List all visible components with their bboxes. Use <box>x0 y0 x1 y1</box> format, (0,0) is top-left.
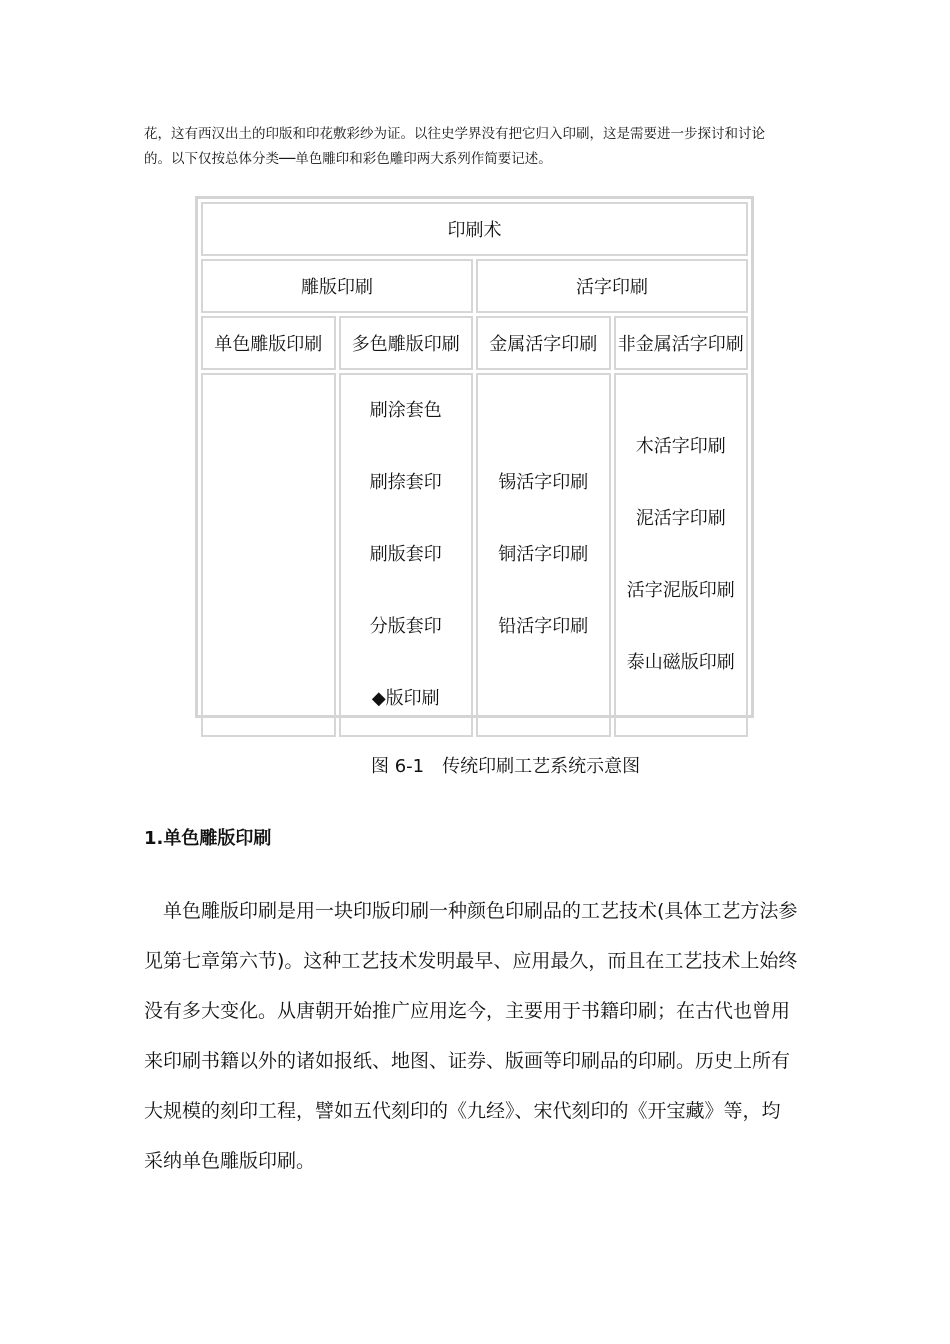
body-line: 大规模的刻印工程，譬如五代刻印的《九经》、宋代刻印的《开宝藏》等，均 <box>144 1100 781 1122</box>
metal-items-cell <box>476 373 611 737</box>
list-item: 刷版套印 <box>369 544 442 565</box>
body-line: 采纳单色雕版印刷。 <box>144 1150 316 1172</box>
section-body <box>144 886 810 1186</box>
list-item: 泥活字印刷 <box>635 508 726 529</box>
intro-line-2: 的。以下仅按总体分类──单色雕印和彩色雕印两大系列作简要记述。 <box>144 151 552 167</box>
list-item: 铜活字印刷 <box>498 544 589 565</box>
woodblock-printing-cell: 雕版印刷 <box>201 259 473 313</box>
list-item: 泰山磁版印刷 <box>626 652 735 673</box>
multi-color-woodblock-cell: 多色雕版印刷 <box>339 316 474 370</box>
movable-type-printing-cell: 活字印刷 <box>476 259 748 313</box>
list-item: 锡活字印刷 <box>498 472 589 493</box>
list-item: 分版套印 <box>369 616 442 637</box>
body-line: 见第七章第六节)。这种工艺技术发明最早、应用最久，而且在工艺技术上始终 <box>144 950 798 972</box>
list-item: 木活字印刷 <box>635 436 726 457</box>
list-item: 铅活字印刷 <box>498 616 589 637</box>
single-color-woodblock-cell: 单色雕版印刷 <box>201 316 336 370</box>
metal-movable-type-cell: 金属活字印刷 <box>476 316 611 370</box>
list-item: ◆版印刷 <box>371 688 440 709</box>
intro-paragraph <box>144 122 814 172</box>
body-line: 没有多大变化。从唐朝开始推广应用迄今，主要用于书籍印刷；在古代也曾用 <box>144 1000 791 1022</box>
list-item: 刷捺套印 <box>369 472 442 493</box>
classification-grid <box>198 199 751 740</box>
root-cell: 印刷术 <box>201 202 748 256</box>
nonmetal-movable-type-cell: 非金属活字印刷 <box>614 316 749 370</box>
nonmetal-items-cell <box>614 373 749 737</box>
single-color-items-cell <box>201 373 336 737</box>
body-line: 单色雕版印刷是用一块印版印刷一种颜色印刷品的工艺技术(具体工艺方法参 <box>144 900 798 922</box>
intro-line-1: 花，这有西汉出土的印版和印花敷彩纱为证。以往史学界没有把它归入印刷，这是需要进一步探讨和讨论 <box>144 126 765 142</box>
list-item: 活字泥版印刷 <box>626 580 735 601</box>
body-line: 来印刷书籍以外的诸如报纸、地图、证券、版画等印刷品的印刷。历史上所有 <box>144 1050 791 1072</box>
section-heading: 1.单色雕版印刷 <box>144 828 272 849</box>
multi-color-items-cell <box>339 373 474 737</box>
figure-caption: 图 6-1 传统印刷工艺系统示意图 <box>371 756 641 777</box>
list-item: 刷涂套色 <box>369 400 442 421</box>
printing-classification-table <box>195 196 754 718</box>
